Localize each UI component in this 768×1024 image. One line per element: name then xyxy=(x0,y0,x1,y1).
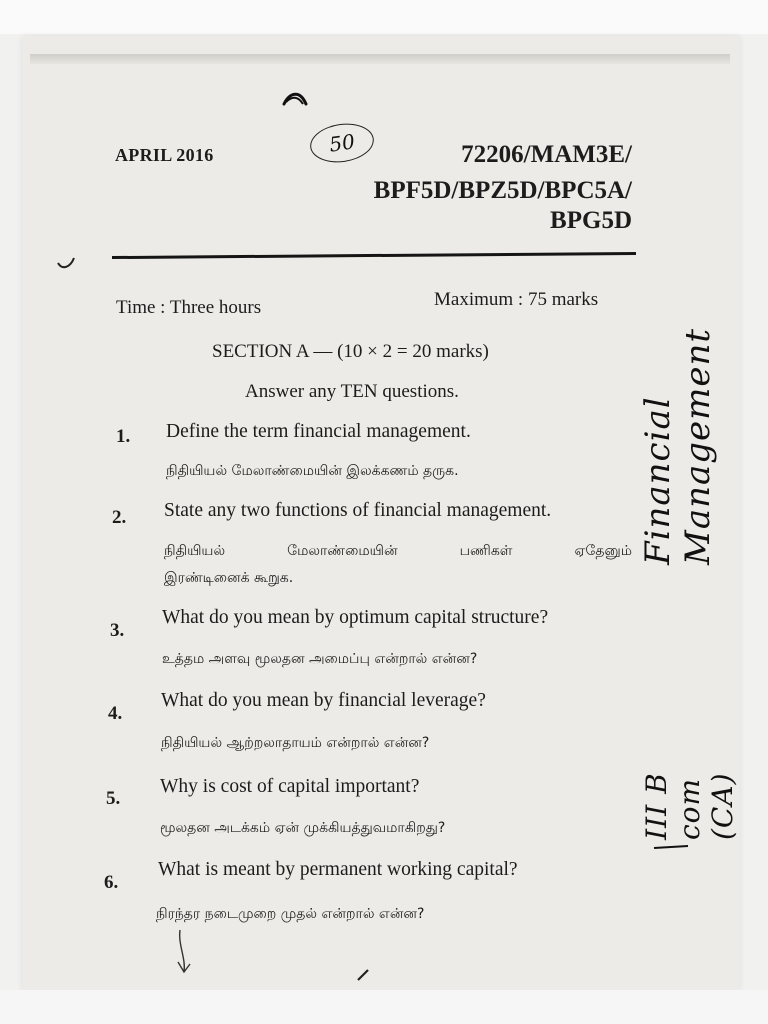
exam-date: APRIL 2016 xyxy=(115,145,214,165)
question-text-tamil: நிரந்தர நடைமுறை முதல் என்றால் என்ன? xyxy=(156,906,425,922)
tamil-word: ஏதேனும் xyxy=(574,543,632,559)
question-text-tamil-line-2: இரண்டினைக் கூறுக. xyxy=(164,570,294,586)
section-instruction: Answer any TEN questions. xyxy=(245,381,459,402)
handwritten-subject: Financial Management xyxy=(638,327,718,565)
question-number: 3. xyxy=(110,620,125,641)
tamil-word: பணிகள் xyxy=(459,543,513,559)
question-number: 5. xyxy=(106,788,121,809)
question-text-english: State any two functions of financial management. xyxy=(164,500,552,521)
paper-code-line-2: BPF5D/BPZ5D/BPC5A/ xyxy=(373,177,632,204)
tamil-word: நிதியியல் xyxy=(164,543,226,559)
question-text-tamil: நிதியியல் மேலாண்மையின் இலக்கணம் தருக. xyxy=(166,463,459,479)
question-text-english: What do you mean by optimum capital structure? xyxy=(162,607,549,628)
paper-code-line-1: 72206/MAM3E/ xyxy=(461,141,632,168)
question-number: 6. xyxy=(104,872,119,893)
time-allowed: Time : Three hours xyxy=(116,297,262,318)
question-text-tamil: நிதியியல் ஆற்றலாதாயம் என்றால் என்ன? xyxy=(161,735,430,751)
question-text-tamil: மூலதன அடக்கம் ஏன் முக்கியத்துவமாகிறது? xyxy=(160,820,446,836)
section-title: SECTION A — (10 × 2 = 20 marks) xyxy=(212,341,489,362)
question-text-english: Define the term financial management. xyxy=(166,421,471,442)
paper-code-line-3: BPG5D xyxy=(550,207,632,234)
question-number: 1. xyxy=(116,426,131,447)
question-text-tamil: உத்தம அளவு மூலதன அமைப்பு என்றால் என்ன? xyxy=(162,651,478,667)
circled-mark: 50 xyxy=(308,120,377,167)
question-text-english: What is meant by permanent working capital? xyxy=(158,859,518,880)
question-number: 4. xyxy=(108,703,123,724)
handwritten-course: III B com (CA) xyxy=(640,772,739,840)
tamil-word: மேலாண்மையின் xyxy=(287,543,398,559)
question-text-english: Why is cost of capital important? xyxy=(160,776,420,797)
question-text-tamil-line-1 xyxy=(164,543,632,561)
question-text-english: What do you mean by financial leverage? xyxy=(161,690,486,711)
maximum-marks: Maximum : 75 marks xyxy=(434,289,599,310)
question-number: 2. xyxy=(112,507,127,528)
